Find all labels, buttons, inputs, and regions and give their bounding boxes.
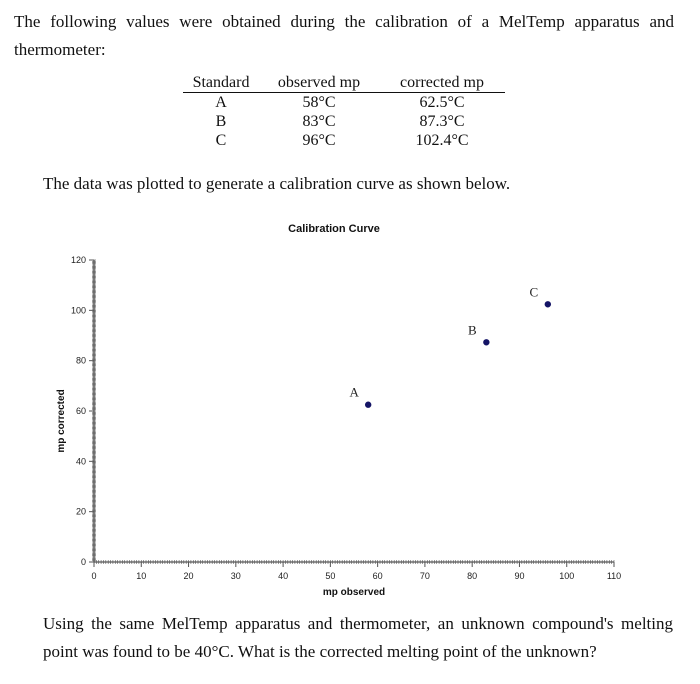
x-tick-label: 20 [183, 571, 194, 581]
point-label-c: C [529, 284, 539, 300]
row-standard: C [215, 132, 227, 149]
x-tick-label: 70 [419, 571, 430, 581]
table-row [183, 112, 505, 131]
x-tick-label: 60 [372, 571, 383, 581]
table-row [183, 93, 505, 113]
x-tick-label: 40 [278, 571, 289, 581]
y-tick-label: 60 [75, 406, 86, 416]
calibration-chart [0, 210, 700, 605]
x-tick-label: 30 [230, 571, 241, 581]
question-text: Using the same MelTemp apparatus and thermometer, an unknown compound's melting point was found to be 40°C. What is the corrected melting point of the unknown? [43, 614, 673, 661]
row-observed: 96°C [302, 132, 336, 149]
intro-text: The following values were obtained during the calibration of a MelTemp apparatus and thermometer: [14, 12, 674, 59]
x-tick-label: 10 [136, 571, 147, 581]
row-standard: B [215, 113, 227, 130]
row-corrected: 87.3°C [419, 113, 465, 130]
x-tick-label: 110 [606, 571, 622, 581]
x-tick-label: 50 [325, 571, 336, 581]
y-tick-label: 80 [75, 355, 86, 366]
x-tick-label: 100 [559, 571, 575, 581]
row-observed: 83°C [302, 113, 336, 130]
point-label-b: B [468, 322, 477, 338]
y-tick-label: 120 [70, 255, 86, 265]
y-axis-label: mp corrected [56, 389, 67, 453]
row-observed: 58°C [302, 94, 336, 111]
header-corrected-mp: corrected mp [379, 73, 505, 93]
x-tick-label: 0 [91, 571, 97, 581]
y-tick-label: 20 [75, 506, 86, 517]
x-tick-label: 80 [467, 571, 478, 581]
y-tick-label: 0 [80, 557, 86, 567]
row-standard: A [215, 94, 227, 111]
header-standard: Standard [183, 73, 259, 93]
lead-text: The data was plotted to generate a calibration curve as shown below. [43, 174, 511, 193]
x-tick-label: 90 [514, 571, 525, 581]
data-point-a [365, 402, 371, 408]
data-point-b [483, 339, 489, 345]
data-point-c [545, 301, 551, 307]
header-observed-mp: observed mp [259, 73, 379, 93]
point-label-a: A [349, 384, 359, 400]
chart-title: Calibration Curve [288, 223, 380, 235]
table-header-row [183, 73, 505, 93]
calibration-table [183, 73, 505, 150]
y-tick-label: 40 [75, 456, 86, 467]
x-axis-label: mp observed [322, 587, 386, 598]
y-tick-label: 100 [70, 305, 86, 316]
table-row [183, 131, 505, 150]
row-corrected: 102.4°C [415, 132, 469, 149]
row-corrected: 62.5°C [419, 94, 465, 111]
